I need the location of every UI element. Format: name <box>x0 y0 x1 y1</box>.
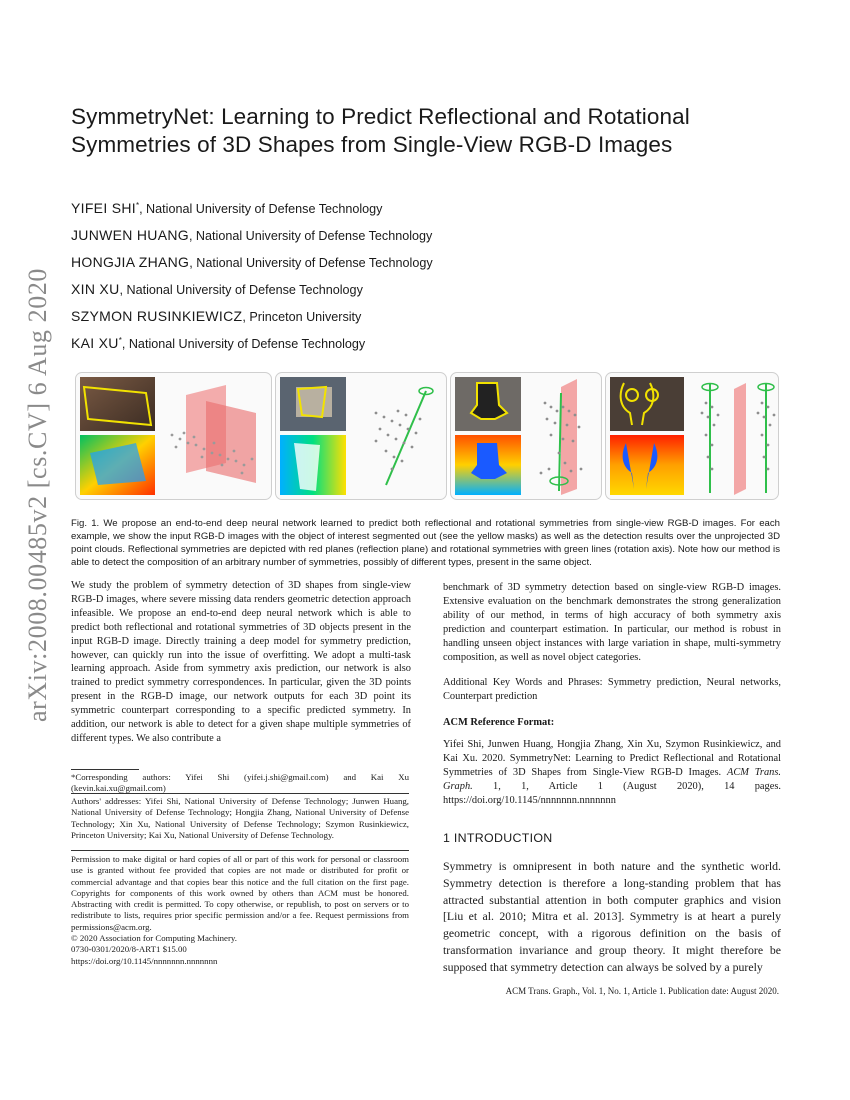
acm-reference-heading: ACM Reference Format: <box>443 717 555 729</box>
author-entry <box>71 277 771 304</box>
teaser-panel <box>605 372 779 500</box>
author-affiliation: , National University of Defense Technology <box>188 229 433 244</box>
footnote-rule <box>71 850 409 851</box>
copyright-line: © 2020 Association for Computing Machinery. <box>71 933 237 944</box>
abstract-left <box>71 579 411 746</box>
author-entry <box>71 223 771 250</box>
author-affiliation: , National University of Defense Technology <box>121 337 366 352</box>
author-mark: * <box>118 336 122 345</box>
introduction-text: Symmetry is omnipresent in both nature and the synthetic world. Symmetry detection is therefore a long-standing problem that has attracted substantial attention in both computer graphics and vision [Liu et al. 2010; Mitra et al. 2013]. Symmetry is at heart a purely geometric concept, with a rigorous definition on the basis of transformation invariance and group theory. It might therefore be supposed that symmetry detection can always be solved by a purely <box>443 859 781 974</box>
teaser-panel <box>75 372 272 500</box>
author-affiliation: , National University of Defense Technology <box>119 283 363 298</box>
footnote-divider <box>71 769 139 770</box>
issn-line: 0730-0301/2020/8-ART1 $15.00 <box>71 944 187 955</box>
author-name: YIFEI SHI <box>71 200 136 217</box>
author-affiliation: , National University of Defense Technology <box>189 256 433 271</box>
figure-caption: Fig. 1. We propose an end-to-end deep neural network learned to predict both reflectional and rotational symmetries from single-view RGB-D images. For each example, we show the input RGB-D images with the object of interest segmented out (see the yellow masks) as well as the detection results over the unprojected 3D point clouds. Reflectional symmetries are depicted with red planes (reflection plane) and rotational symmetries with green lines (rotation axis). Note how our method is able to detect the composition of an arbitrary number of symmetries, possibly of different types, present in the same object. <box>71 518 780 568</box>
teaser-panel <box>275 372 447 500</box>
author-name: JUNWEN HUANG <box>71 227 189 244</box>
author-entry <box>71 196 771 223</box>
author-affiliation: , National University of Defense Technology <box>139 202 383 217</box>
author-entry <box>71 331 771 358</box>
author-name: HONGJIA ZHANG <box>71 254 190 271</box>
author-affiliation: , Princeton University <box>242 310 362 325</box>
teaser-panel-graphic <box>451 373 601 499</box>
footnote-rule <box>71 793 409 794</box>
page-footer: ACM Trans. Graph., Vol. 1, No. 1, Article 1. Publication date: August 2020. <box>505 986 779 996</box>
author-list <box>71 196 771 358</box>
keywords: Additional Key Words and Phrases: Symmetry prediction, Neural networks, Counterpart prediction <box>443 677 781 703</box>
acm-reference-text-end: 1, 1, Article 1 (August 2020), 14 pages. https://doi.org/10.1145/nnnnnnn.nnnnnnn <box>443 780 781 806</box>
abstract-continued: benchmark of 3D symmetry detection based on single-view RGB-D images. Extensive evaluation on the benchmark demonstrates the strong generalization ability of our method, in terms of high accuracy of both symmetry axis prediction and counterpart estimation. In particular, our method is robust in handling unseen object instances with large variation in shape, multi-symmetry composition, as well as novel object categories. <box>443 582 781 663</box>
teaser-figure <box>75 372 778 500</box>
section-heading: 1 INTRODUCTION <box>443 831 553 845</box>
author-entry <box>71 250 771 277</box>
acm-reference <box>443 738 781 808</box>
arxiv-sidebar <box>8 267 68 723</box>
author-mark: * <box>135 201 140 210</box>
author-name: SZYMON RUSINKIEWICZ <box>71 308 243 325</box>
teaser-panel-graphic <box>276 373 446 499</box>
doi-line: https://doi.org/10.1145/nnnnnnn.nnnnnnn <box>71 955 218 966</box>
teaser-panel <box>450 372 602 500</box>
teaser-panel-graphic <box>76 373 271 499</box>
permission-text: Permission to make digital or hard copies of all or part of this work for personal or classroom use is granted without fee provided that copies are not made or distributed for profit or commercial advantage and that copies bear this notice and the full citation on the first page. Copyrights for components of this work owned by others than ACM must be honored. Abstracting with credit is permitted. To copy otherwise, or republish, to post on servers or to redistribute to lists, requires prior specific permission and/or a fee. Request permissions from permissions@acm.org. <box>71 854 409 932</box>
author-entry <box>71 304 771 331</box>
abstract-right <box>443 581 781 808</box>
arxiv-identifier: arXiv:2008.00485v2 [cs.CV] 6 Aug 2020 <box>23 267 52 723</box>
abstract-text: We study the problem of symmetry detection of 3D shapes from single-view RGB-D images, where severe missing data renders geometric detection approach infeasible. We propose an end-to-end deep neural network which is able to predict both reflectional and rotational symmetries of 3D objects present in the input RGB-D image. Directly training a deep model for symmetry prediction, however, can quickly run into the issue of overfitting. We adopt a multi-task learning approach. Aside from symmetry axis prediction, our network is also trained to predict symmetry correspondences. In particular, given the 3D points present in the RGB-D image, our network outputs for each 3D point its symmetric counterpart corresponding to a specific predicted symmetry. In addition, our network is able to detect for a given shape multiple symmetries of different types. We also contribute a <box>71 580 411 744</box>
permission-block <box>71 854 409 967</box>
paper-title: SymmetryNet: Learning to Predict Reflectional and Rotational Symmetries of 3D Shapes from Single-View RGB-D Images <box>71 104 690 157</box>
author-name: XIN XU <box>71 281 120 298</box>
acm-reference-journal: ACM Trans. Graph. <box>443 766 781 792</box>
author-name: KAI XU <box>71 335 119 352</box>
acm-reference-text: Yifei Shi, Junwen Huang, Hongjia Zhang, Xin Xu, Szymon Rusinkiewicz, and Kai Xu. 2020. SymmetryNet: Learning to Predict Reflectional and Rotational Symmetries of 3D Shapes from Single-View RGB-D Images. <box>443 739 781 778</box>
author-addresses: Authors' addresses: Yifei Shi, National University of Defense Technology; Junwen Huang, National University of Defense Technology; Hongjia Zhang, National University of Defense Technology; Xin Xu, National University of Defense Technology; Szymon Rusinkiewicz, Princeton University; Kai Xu, National University of Defense Technology. <box>71 796 409 840</box>
corresponding-authors: *Corresponding authors: Yifei Shi (yifei.j.shi@gmail.com) and Kai Xu (kevin.kai.xu@gmail.com) <box>71 772 409 794</box>
teaser-panel-graphic <box>606 373 778 499</box>
